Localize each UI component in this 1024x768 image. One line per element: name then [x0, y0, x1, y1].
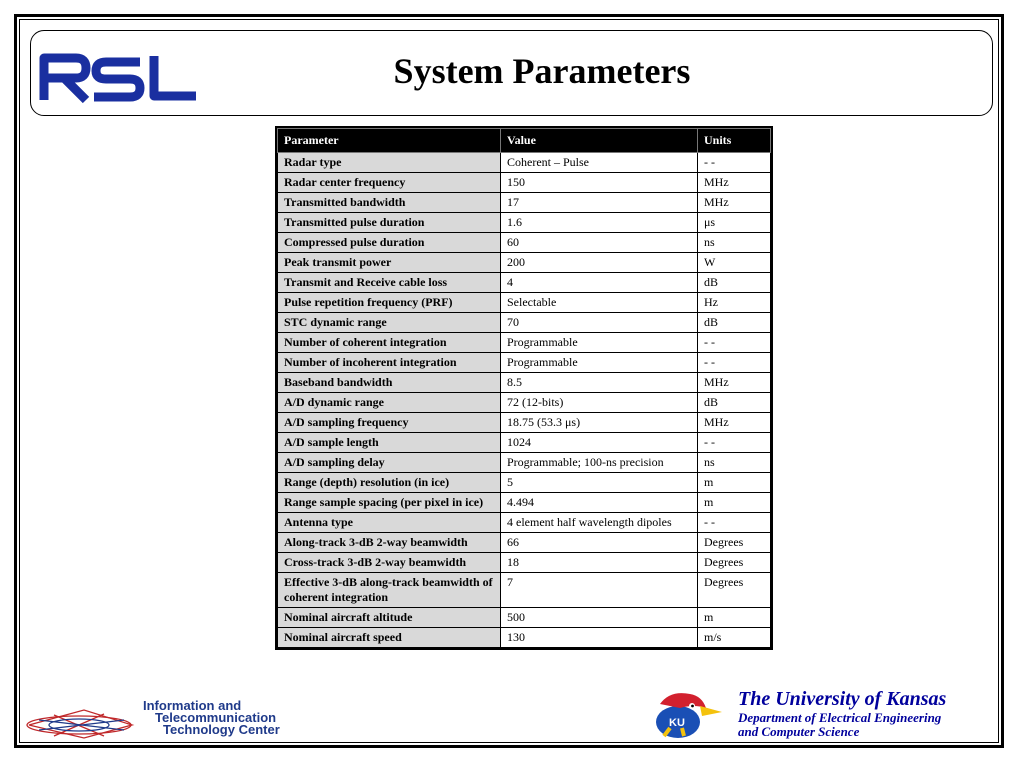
units-cell: - - — [698, 433, 771, 453]
table-row — [278, 213, 771, 233]
value-cell: Coherent – Pulse — [501, 153, 698, 173]
parameter-cell: Radar type — [278, 153, 501, 173]
units-cell: Degrees — [698, 553, 771, 573]
parameter-cell: Compressed pulse duration — [278, 233, 501, 253]
value-cell: 8.5 — [501, 373, 698, 393]
table-row — [278, 493, 771, 513]
column-header-value: Value — [501, 129, 698, 153]
units-cell: W — [698, 253, 771, 273]
parameters-table-wrap — [275, 126, 773, 650]
value-cell: 4 element half wavelength dipoles — [501, 513, 698, 533]
table-row — [278, 553, 771, 573]
university-name: The University of Kansas — [738, 688, 947, 710]
units-cell: ns — [698, 453, 771, 473]
parameters-table — [277, 128, 771, 648]
table-row — [278, 513, 771, 533]
units-cell: MHz — [698, 173, 771, 193]
units-cell: MHz — [698, 413, 771, 433]
mascot-ku-text: KU — [669, 717, 685, 729]
column-header-parameter: Parameter — [278, 129, 501, 153]
parameter-cell: Peak transmit power — [278, 253, 501, 273]
value-cell: 1024 — [501, 433, 698, 453]
units-cell: dB — [698, 273, 771, 293]
value-cell: 4 — [501, 273, 698, 293]
parameter-cell: Range sample spacing (per pixel in ice) — [278, 493, 501, 513]
parameter-cell: Transmit and Receive cable loss — [278, 273, 501, 293]
units-cell: m/s — [698, 628, 771, 648]
units-cell: - - — [698, 513, 771, 533]
value-cell: 4.494 — [501, 493, 698, 513]
itc-name — [143, 700, 280, 736]
value-cell: 7 — [501, 573, 698, 608]
parameter-cell: Cross-track 3-dB 2-way beamwidth — [278, 553, 501, 573]
department-line-2: and Computer Science — [738, 724, 860, 739]
table-row — [278, 533, 771, 553]
units-cell: - - — [698, 353, 771, 373]
table-row — [278, 293, 771, 313]
value-cell: 200 — [501, 253, 698, 273]
table-row — [278, 353, 771, 373]
value-cell: 72 (12-bits) — [501, 393, 698, 413]
ku-branding — [738, 688, 946, 739]
parameter-cell: A/D dynamic range — [278, 393, 501, 413]
parameter-cell: Radar center frequency — [278, 173, 501, 193]
parameter-cell: Effective 3-dB along-track beamwidth of coherent integration — [278, 573, 501, 608]
units-cell: m — [698, 473, 771, 493]
units-cell: Degrees — [698, 573, 771, 608]
parameter-cell: Baseband bandwidth — [278, 373, 501, 393]
units-cell: m — [698, 608, 771, 628]
parameter-cell: A/D sampling delay — [278, 453, 501, 473]
table-row — [278, 413, 771, 433]
parameter-cell: Pulse repetition frequency (PRF) — [278, 293, 501, 313]
parameter-cell: Number of incoherent integration — [278, 353, 501, 373]
value-cell: 5 — [501, 473, 698, 493]
table-row — [278, 333, 771, 353]
parameter-cell: Nominal aircraft speed — [278, 628, 501, 648]
value-cell: Selectable — [501, 293, 698, 313]
table-row — [278, 153, 771, 173]
units-cell: Degrees — [698, 533, 771, 553]
table-header-row — [278, 129, 771, 153]
value-cell: 1.6 — [501, 213, 698, 233]
itc-line-2: Telecommunication — [155, 710, 277, 725]
department-line-1: Department of Electrical Engineering — [738, 710, 942, 725]
table-row — [278, 373, 771, 393]
parameter-cell: Nominal aircraft altitude — [278, 608, 501, 628]
parameter-cell: STC dynamic range — [278, 313, 501, 333]
table-row — [278, 608, 771, 628]
value-cell: Programmable; 100-ns precision — [501, 453, 698, 473]
units-cell: dB — [698, 313, 771, 333]
itc-line-3: Technology Center — [163, 722, 280, 737]
parameter-cell: Range (depth) resolution (in ice) — [278, 473, 501, 493]
parameter-cell: Along-track 3-dB 2-way beamwidth — [278, 533, 501, 553]
itc-line-1: Information and — [143, 698, 242, 713]
parameter-cell: Antenna type — [278, 513, 501, 533]
table-row — [278, 573, 771, 608]
table-row — [278, 473, 771, 493]
itc-logo — [24, 690, 144, 755]
value-cell: 66 — [501, 533, 698, 553]
table-row — [278, 628, 771, 648]
table-row — [278, 193, 771, 213]
units-cell: m — [698, 493, 771, 513]
page-title: System Parameters — [393, 51, 691, 91]
value-cell: Programmable — [501, 333, 698, 353]
units-cell: - - — [698, 153, 771, 173]
value-cell: 150 — [501, 173, 698, 193]
parameter-cell: Transmitted bandwidth — [278, 193, 501, 213]
table-row — [278, 433, 771, 453]
table-row — [278, 313, 771, 333]
units-cell: MHz — [698, 193, 771, 213]
units-cell: μs — [698, 213, 771, 233]
units-cell: ns — [698, 233, 771, 253]
parameter-cell: A/D sample length — [278, 433, 501, 453]
value-cell: 17 — [501, 193, 698, 213]
value-cell: 70 — [501, 313, 698, 333]
table-row — [278, 453, 771, 473]
value-cell: 18.75 (53.3 μs) — [501, 413, 698, 433]
units-cell: dB — [698, 393, 771, 413]
parameter-cell: Number of coherent integration — [278, 333, 501, 353]
table-row — [278, 393, 771, 413]
table-row — [278, 233, 771, 253]
column-header-units: Units — [698, 129, 771, 153]
jayhawk-mascot-icon — [650, 686, 726, 747]
parameter-cell: Transmitted pulse duration — [278, 213, 501, 233]
logo-text: RSL — [36, 48, 38, 49]
table-row — [278, 253, 771, 273]
units-cell: MHz — [698, 373, 771, 393]
parameter-cell: A/D sampling frequency — [278, 413, 501, 433]
table-row — [278, 273, 771, 293]
value-cell: 18 — [501, 553, 698, 573]
value-cell: 500 — [501, 608, 698, 628]
units-cell: - - — [698, 333, 771, 353]
table-row — [278, 173, 771, 193]
value-cell: Programmable — [501, 353, 698, 373]
value-cell: 130 — [501, 628, 698, 648]
units-cell: Hz — [698, 293, 771, 313]
value-cell: 60 — [501, 233, 698, 253]
